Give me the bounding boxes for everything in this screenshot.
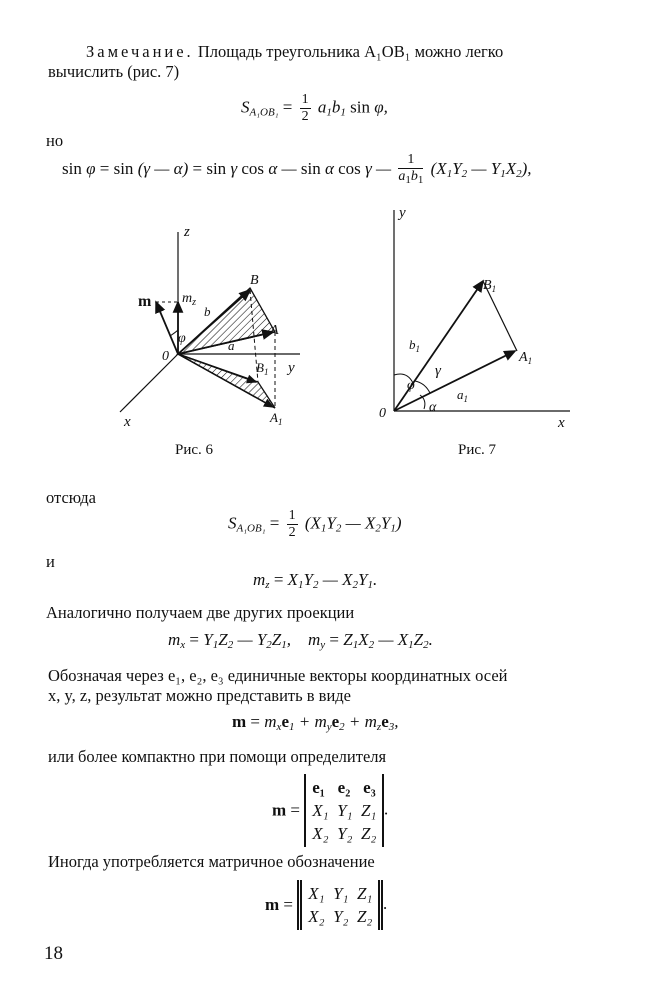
m-vector-formula: $m = m_xe_1 + m_ye_2 + m_ze_3$,: [232, 712, 399, 733]
phi-arc: [170, 330, 178, 336]
b1-length-label: $b_1$: [409, 337, 420, 354]
word-no: но: [46, 131, 64, 150]
word-i: и: [46, 552, 55, 571]
remark-line-2: вычислить (рис. 7): [48, 62, 180, 81]
m-label: m: [138, 293, 152, 310]
b-length-label: b: [204, 304, 211, 319]
det-row-3: X₂ Y₂ Z₂: [312, 824, 377, 843]
sine-formula: sin φ = sin (γ — α) = sin γ cos α — sin α cos γ — $\frac{1}{a_1b_1}$ ($X_1Y_2$ — $Y_1X_2$),: [62, 152, 532, 186]
det-row-2: X₁ Y₁ Z₁: [312, 801, 377, 820]
mx-my-formula: $m_x = Y_1Z_2$ — $Y_2Z_1$, $m_y = Z_1X_2$ — $X_1Z_2$.: [168, 630, 433, 651]
figure-6: [110, 220, 310, 435]
x-label: x: [124, 414, 131, 430]
a-length-label: a: [228, 338, 235, 353]
matrix-formula: m = X₁ Y₁ Z₁ X₂ Y₂ Z₂ .: [265, 880, 388, 930]
matrix-text: Иногда употребляется матричное обозначение: [48, 852, 375, 871]
b1-label: $B_1$: [256, 360, 269, 377]
phi-label: φ: [407, 378, 415, 393]
a1-length-label: $a_1$: [457, 387, 468, 404]
mz-label: $m_z$: [182, 291, 197, 308]
remark-line-1: [86, 42, 503, 62]
area-formula: $S_{A_1OB_1}$ = $\frac{1}{2}$ $a_1b_1$ sin φ,: [241, 92, 388, 124]
area-formula-2: $S_{A_1OB_1}$ = $\frac{1}{2}$ ($X_1Y_2$ — $X_2Y_1$): [228, 508, 402, 540]
vector-m: [156, 302, 178, 354]
word-otsyuda: отсюда: [46, 488, 96, 507]
remark-text: Площадь треугольника A₁OB₁ можно легко: [197, 42, 504, 61]
y-label: y: [288, 360, 295, 376]
a-point-label: A: [270, 323, 279, 338]
fig7-caption: Рис. 7: [458, 442, 497, 458]
gamma-label: γ: [435, 363, 441, 379]
matrix: [297, 880, 383, 930]
matrix-row-2: X₂ Y₂ Z₂: [308, 907, 373, 926]
matrix-row-1: X₁ Y₁ Z₁: [308, 884, 373, 903]
a1-label: $A_1$: [270, 410, 283, 427]
mz-formula: $m_z = X_1Y_2$ — $X_2Y_1$.: [253, 570, 378, 591]
phi-label: φ: [178, 331, 186, 346]
y-label: y: [399, 205, 406, 221]
x-label: x: [558, 415, 565, 431]
determinant-formula: m = e₁ e₂ e₃ X₁ Y₁ Z₁ X₂ Y₂ Z₂ .: [272, 774, 389, 847]
denote-line-1: Обозначая через e₁, e₂, e₃ единичные векторы координатных осей: [48, 666, 508, 685]
figure-7: [375, 205, 585, 435]
a1-label: $A_1$: [519, 350, 533, 366]
denote-line-2: x, y, z, результат можно представить в виде: [48, 686, 352, 705]
page-number: 18: [44, 943, 63, 964]
origin-label: 0: [162, 349, 169, 364]
b1-label: $B_1$: [483, 278, 497, 294]
determinant: [304, 774, 384, 847]
fig6-caption: Рис. 6: [175, 442, 214, 458]
remark-label: Замечание.: [86, 42, 194, 61]
gamma-arc: [415, 381, 430, 393]
alpha-label: α: [429, 400, 437, 415]
analog-text: Аналогично получаем две других проекции: [46, 603, 355, 622]
b-point-label: B: [250, 273, 259, 288]
z-label: z: [184, 224, 190, 240]
compact-text: или более компактно при помощи определителя: [48, 747, 387, 766]
det-row-1: e₁ e₂ e₃: [312, 778, 376, 797]
origin-label: 0: [379, 406, 386, 421]
vector-b1: [178, 354, 256, 382]
x-axis: [120, 354, 178, 412]
